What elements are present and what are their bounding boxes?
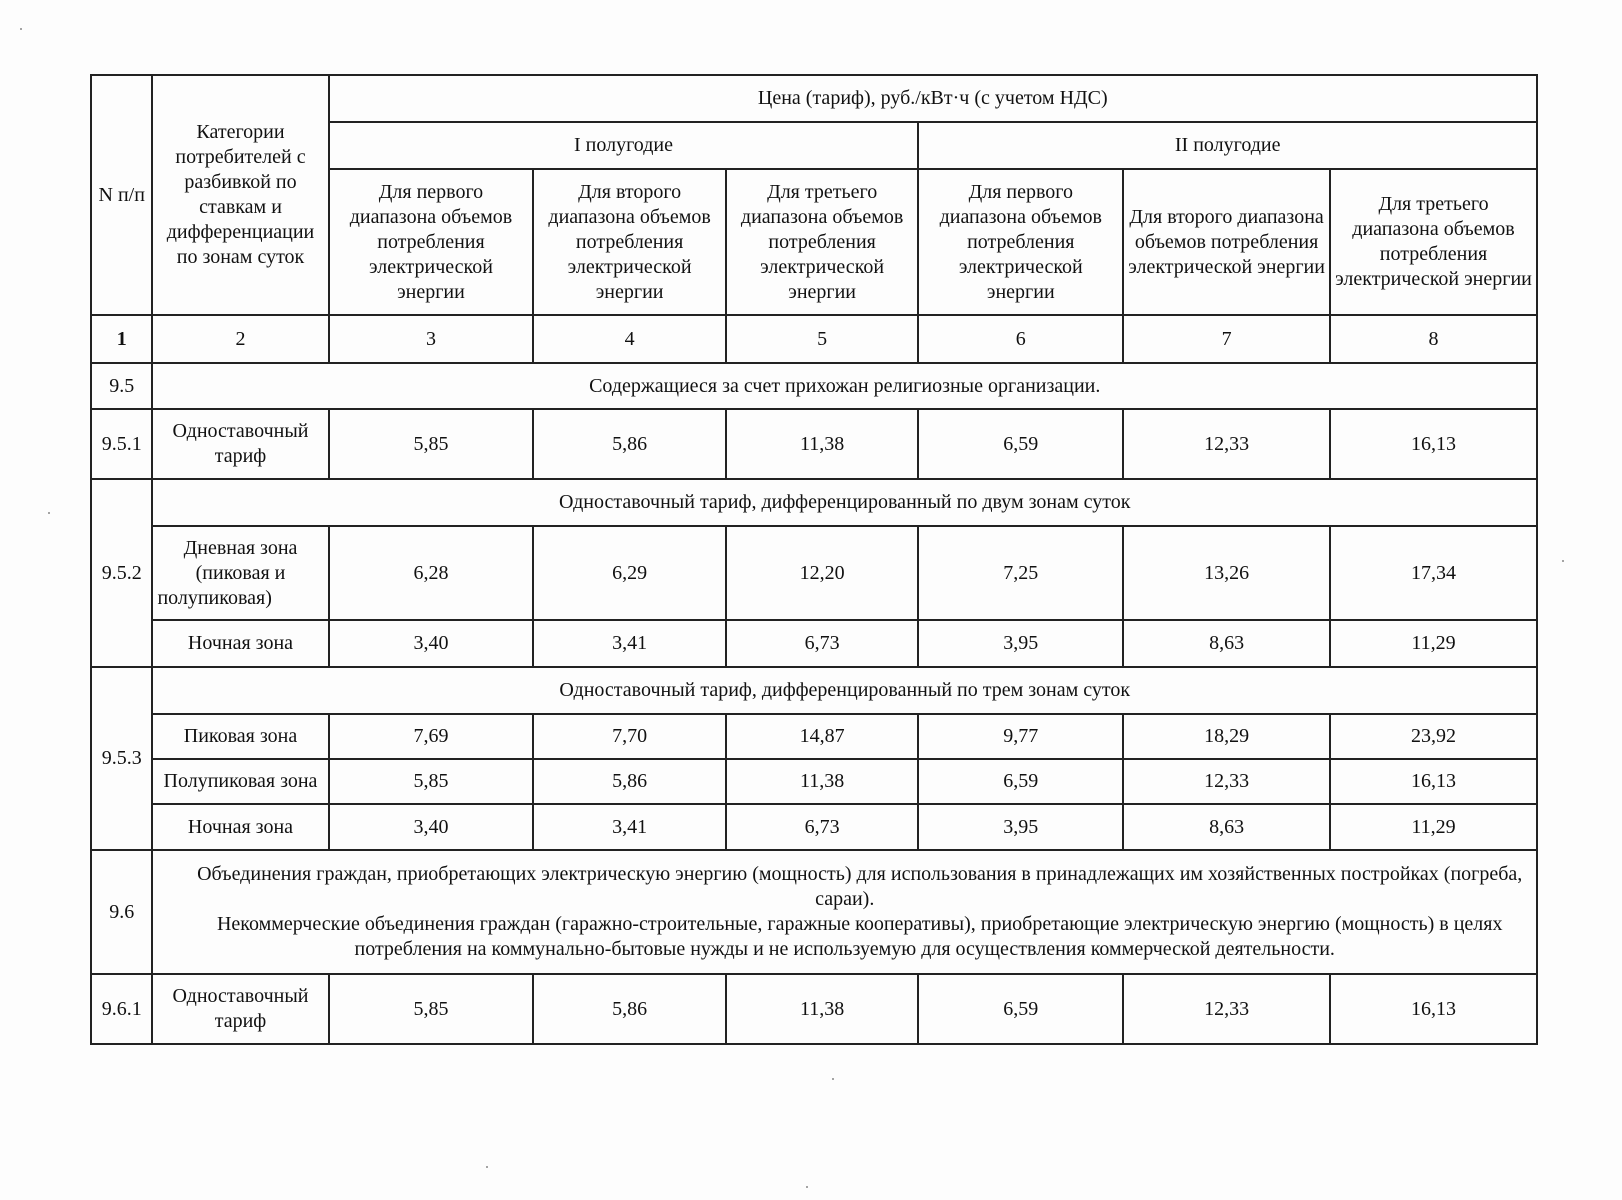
row-9-5-1-value-5: 12,33 xyxy=(1123,409,1330,479)
header-price-title: Цена (тариф), руб./кВт·ч (с учетом НДС) xyxy=(329,75,1537,122)
row-9-5-3-semi xyxy=(91,759,1537,804)
row-9-6-1-value-3: 11,38 xyxy=(726,974,919,1044)
scan-speck xyxy=(48,512,50,514)
row-9-5-3-peak-value-4: 9,77 xyxy=(918,714,1123,759)
row-9-5-3-peak-value-3: 14,87 xyxy=(726,714,919,759)
row-9-5-2-day-value-3: 12,20 xyxy=(726,526,919,620)
column-number-row xyxy=(91,315,1537,363)
row-9-5-3-semi-value-5: 12,33 xyxy=(1123,759,1330,804)
section-9-5-title: Содержащиеся за счет прихожан религиозные организации. xyxy=(152,363,1537,409)
row-9-6-1-value-6: 16,13 xyxy=(1330,974,1537,1044)
row-9-5-3-semi-label: Полупиковая зона xyxy=(152,759,328,804)
row-9-5-3-title: Одноставочный тариф, дифференцированный по трем зонам суток xyxy=(152,667,1537,714)
header-range-4: Для первого диапазона объемов потребления электрической энергии xyxy=(918,169,1123,315)
col-number-7: 7 xyxy=(1123,315,1330,363)
row-9-5-1-num: 9.5.1 xyxy=(91,409,152,479)
row-9-6-1-value-5: 12,33 xyxy=(1123,974,1330,1044)
row-9-5-2-title-row xyxy=(91,479,1537,526)
row-9-6-1-num: 9.6.1 xyxy=(91,974,152,1044)
col-number-1: 1 xyxy=(91,315,152,363)
section-9-6-row xyxy=(91,850,1537,974)
col-number-6: 6 xyxy=(918,315,1123,363)
row-9-5-2-day-value-2: 6,29 xyxy=(533,526,726,620)
section-9-6-num: 9.6 xyxy=(91,850,152,974)
row-9-6-1 xyxy=(91,974,1537,1044)
header-half-2: II полугодие xyxy=(918,122,1537,169)
row-9-5-2-day-value-4: 7,25 xyxy=(918,526,1123,620)
section-9-5-num: 9.5 xyxy=(91,363,152,409)
col-number-3: 3 xyxy=(329,315,534,363)
header-row-price xyxy=(91,75,1537,122)
row-9-5-1-value-2: 5,86 xyxy=(533,409,726,479)
header-range-2: Для второго диапазона объемов потребления электрической энергии xyxy=(533,169,726,315)
row-9-5-3-peak-value-6: 23,92 xyxy=(1330,714,1537,759)
col-number-4: 4 xyxy=(533,315,726,363)
row-9-5-3-night-value-2: 3,41 xyxy=(533,804,726,850)
row-9-5-1-label: Одноставочный тариф xyxy=(152,409,328,479)
row-9-5-2-night-value-5: 8,63 xyxy=(1123,620,1330,667)
row-9-5-2-day-label: Дневная зона (пиковая и полупиковая) xyxy=(152,526,328,620)
row-9-5-2-night-value-2: 3,41 xyxy=(533,620,726,667)
row-9-5-2-night-value-6: 11,29 xyxy=(1330,620,1537,667)
col-number-8: 8 xyxy=(1330,315,1537,363)
scan-speck xyxy=(832,1078,834,1080)
header-range-3: Для третьего диапазона объемов потребления электрической энергии xyxy=(726,169,919,315)
row-9-5-1 xyxy=(91,409,1537,479)
header-half-1: I полугодие xyxy=(329,122,919,169)
header-range-6: Для третьего диапазона объемов потребления электрической энергии xyxy=(1330,169,1537,315)
row-9-5-3-semi-value-3: 11,38 xyxy=(726,759,919,804)
row-9-5-3-peak-label: Пиковая зона xyxy=(152,714,328,759)
row-9-5-2-day-value-1: 6,28 xyxy=(329,526,534,620)
scan-speck xyxy=(1562,560,1564,562)
scan-speck xyxy=(486,1166,488,1168)
row-9-5-1-value-6: 16,13 xyxy=(1330,409,1537,479)
header-category-col: Категории потребителей с разбивкой по ставкам и дифференциации по зонам суток xyxy=(152,75,328,315)
col-number-2: 2 xyxy=(152,315,328,363)
header-range-1: Для первого диапазона объемов потребления электрической энергии xyxy=(329,169,534,315)
row-9-5-3-night-value-3: 6,73 xyxy=(726,804,919,850)
section-9-5-row xyxy=(91,363,1537,409)
row-9-5-2-day xyxy=(91,526,1537,620)
header-num-col: N п/п xyxy=(91,75,152,315)
row-9-5-1-value-3: 11,38 xyxy=(726,409,919,479)
scan-speck xyxy=(20,28,22,30)
section-9-6-para-1: Объединения граждан, приобретающих электрическую энергию (мощность) для использования в принадлежащих им хозяйственных постройках (погреба, сараи). xyxy=(197,863,1523,910)
row-9-5-3-peak-value-2: 7,70 xyxy=(533,714,726,759)
row-9-5-1-value-1: 5,85 xyxy=(329,409,534,479)
row-9-5-2-night xyxy=(91,620,1537,667)
row-9-5-2-day-value-6: 17,34 xyxy=(1330,526,1537,620)
row-9-5-3-semi-value-6: 16,13 xyxy=(1330,759,1537,804)
row-9-5-2-title: Одноставочный тариф, дифференцированный по двум зонам суток xyxy=(152,479,1537,526)
row-9-5-3-peak-value-5: 18,29 xyxy=(1123,714,1330,759)
row-9-5-3-night xyxy=(91,804,1537,850)
row-9-5-2-num: 9.5.2 xyxy=(91,479,152,667)
row-9-6-1-label: Одноставочный тариф xyxy=(152,974,328,1044)
tariff-table xyxy=(90,74,1538,1045)
row-9-5-3-night-value-4: 3,95 xyxy=(918,804,1123,850)
row-9-6-1-value-4: 6,59 xyxy=(918,974,1123,1044)
row-9-5-3-semi-value-1: 5,85 xyxy=(329,759,534,804)
row-9-5-3-night-label: Ночная зона xyxy=(152,804,328,850)
row-9-5-3-semi-value-2: 5,86 xyxy=(533,759,726,804)
row-9-5-3-night-value-6: 11,29 xyxy=(1330,804,1537,850)
row-9-6-1-value-1: 5,85 xyxy=(329,974,534,1044)
row-9-5-3-peak xyxy=(91,714,1537,759)
row-9-5-3-num: 9.5.3 xyxy=(91,667,152,850)
row-9-5-2-day-value-5: 13,26 xyxy=(1123,526,1330,620)
row-9-5-2-night-value-4: 3,95 xyxy=(918,620,1123,667)
row-9-6-1-value-2: 5,86 xyxy=(533,974,726,1044)
row-9-5-2-night-value-1: 3,40 xyxy=(329,620,534,667)
section-9-6-para-2: Некоммерческие объединения граждан (гаражно-строительные, гаражные кооперативы), приобретающие электрическую энергию (мощность) в целях потребления на коммунально-бытовые нужды и не используемую для осуществления коммерческой деятельности. xyxy=(216,913,1503,960)
row-9-5-3-night-value-1: 3,40 xyxy=(329,804,534,850)
row-9-5-3-peak-value-1: 7,69 xyxy=(329,714,534,759)
row-9-5-3-title-row xyxy=(91,667,1537,714)
col-number-5: 5 xyxy=(726,315,919,363)
row-9-5-2-night-value-3: 6,73 xyxy=(726,620,919,667)
row-9-5-3-semi-value-4: 6,59 xyxy=(918,759,1123,804)
row-9-5-2-night-label: Ночная зона xyxy=(152,620,328,667)
scan-speck xyxy=(806,1186,808,1188)
header-range-5: Для второго диапазона объемов потребления электрической энергии xyxy=(1123,169,1330,315)
section-9-6-description xyxy=(152,850,1537,974)
row-9-5-3-night-value-5: 8,63 xyxy=(1123,804,1330,850)
row-9-5-1-value-4: 6,59 xyxy=(918,409,1123,479)
